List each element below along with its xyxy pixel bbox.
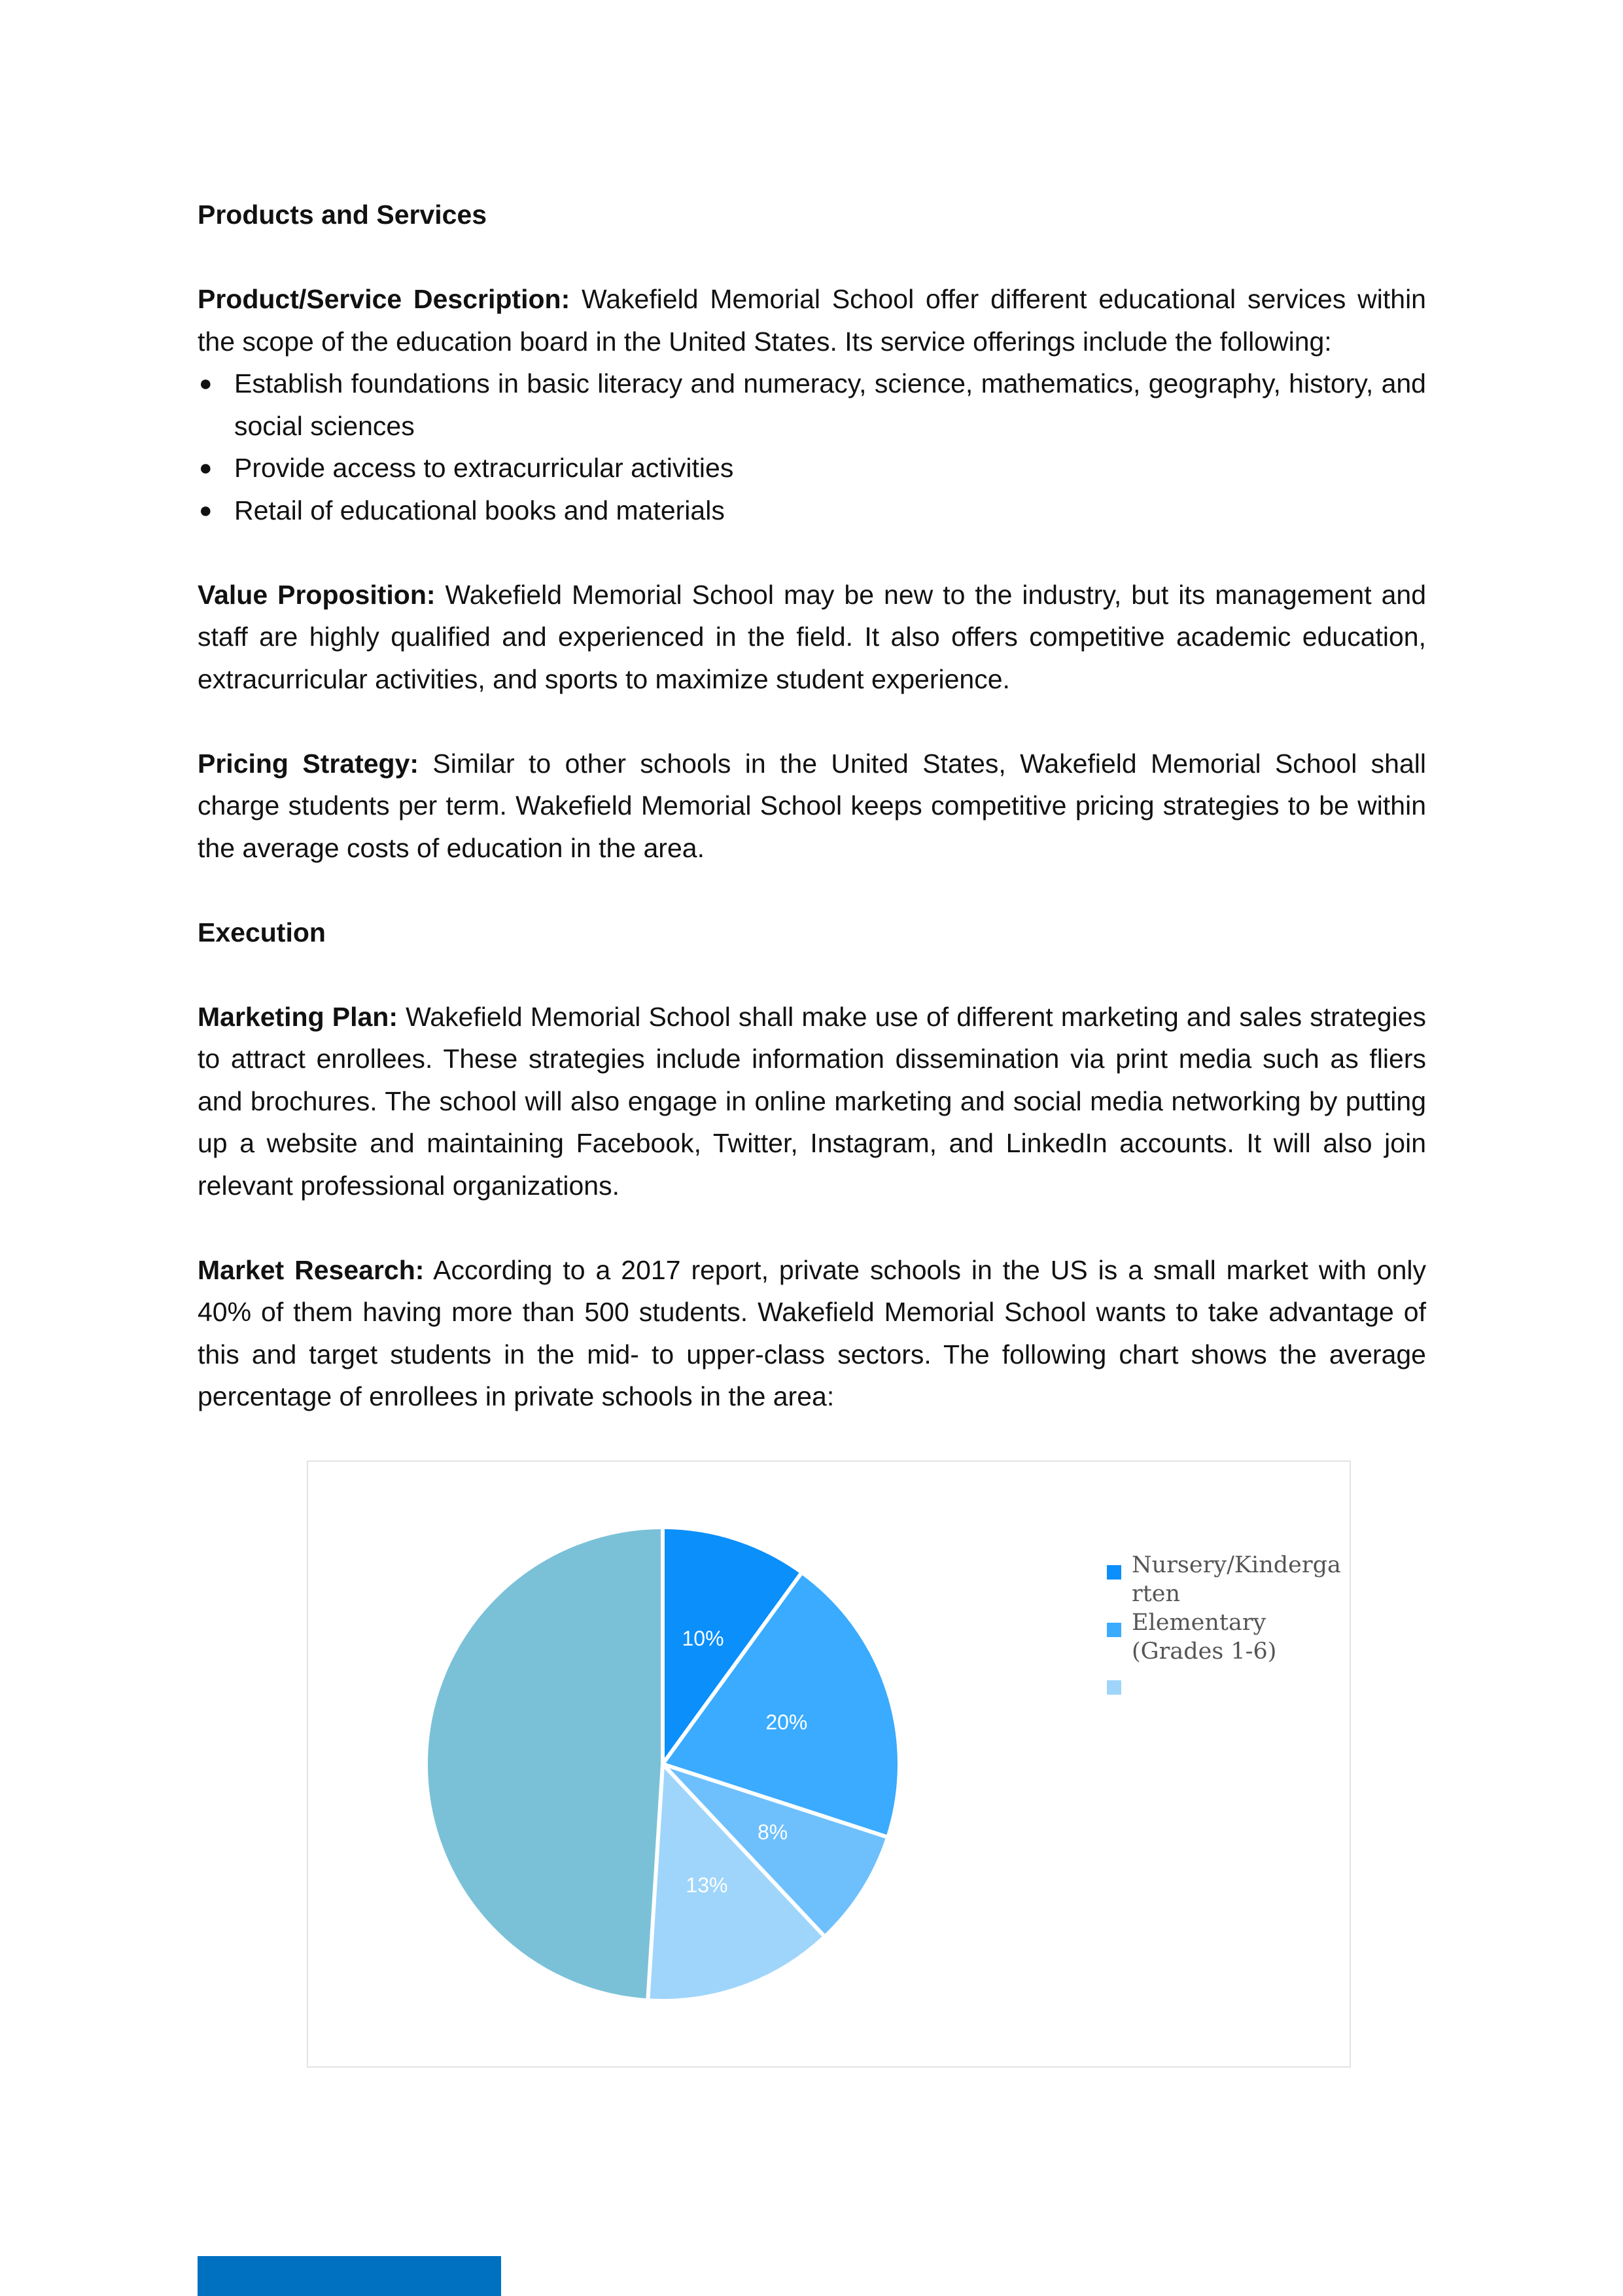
list-item-text: Retail of educational books and materials bbox=[234, 495, 725, 525]
marketing-plan-label: Marketing Plan: bbox=[198, 1001, 398, 1032]
pie-data-label: 10% bbox=[682, 1627, 724, 1651]
pricing-strategy-paragraph bbox=[198, 743, 1426, 870]
legend-label: Nursery/Kinderga rten bbox=[1132, 1552, 1341, 1607]
pie-data-label: 8% bbox=[757, 1820, 788, 1845]
legend-swatch bbox=[1107, 1623, 1121, 1637]
value-proposition-text: Wakefield Memorial School may be new to the industry, but its management and staff are highly qualified and experienced in the field. It also offers competitive academic education, extracurricular activities, and sports to maximize student experience. bbox=[198, 579, 1426, 694]
list-item bbox=[198, 362, 1426, 447]
enrollment-pie-chart bbox=[307, 1460, 1351, 2068]
body-text bbox=[198, 194, 1426, 1418]
legend-swatch bbox=[1107, 1680, 1121, 1695]
legend-swatch bbox=[1107, 1565, 1121, 1580]
market-research-label: Market Research: bbox=[198, 1254, 425, 1285]
list-item-text: Establish foundations in basic literacy and numeracy, science, mathematics, geography, history, and social sciences bbox=[234, 368, 1426, 441]
section-heading: Products and Services bbox=[198, 200, 487, 230]
pie-data-label: 20% bbox=[765, 1710, 808, 1734]
pie-data-label: 13% bbox=[686, 1873, 728, 1897]
product-description-text: Wakefield Memorial School offer different educational services within the scope of the education board in the United States. Its service offerings include the following: bbox=[198, 284, 1426, 357]
legend-label: Elementary (Grades 1-6) bbox=[1132, 1610, 1277, 1665]
pricing-strategy-text: Similar to other schools in the United States, Wakefield Memorial School shall charge students per term. Wakefield Memorial School keeps competitive pricing strategies to be within the average costs of education in the area. bbox=[198, 748, 1426, 863]
execution-heading: Execution bbox=[198, 917, 326, 947]
market-research-text: According to a 2017 report, private schools in the US is a small market with only 40% of them having more than 500 students. Wakefield Memorial School wants to take advantage of this and target students in the mid- to upper-class sectors. The following chart shows the average percentage of enrollees in private schools in the area: bbox=[198, 1254, 1426, 1411]
bullet-icon: ● bbox=[199, 497, 213, 523]
product-description-label: Product/Service Description: bbox=[198, 284, 570, 314]
chart-legend bbox=[1107, 1551, 1341, 1695]
service-list bbox=[198, 362, 1426, 531]
legend-item bbox=[1107, 1608, 1329, 1666]
list-item bbox=[198, 489, 1426, 532]
legend-item bbox=[1107, 1551, 1341, 1608]
list-item bbox=[198, 447, 1426, 489]
value-proposition-label: Value Proposition: bbox=[198, 579, 436, 610]
value-proposition-paragraph bbox=[198, 574, 1426, 701]
pricing-strategy-label: Pricing Strategy: bbox=[198, 748, 419, 779]
product-description-paragraph bbox=[198, 278, 1426, 362]
marketing-plan-text: Wakefield Memorial School shall make use of different marketing and sales strategies to attract enrollees. These strategies include information dissemination via print media such as fliers and brochures. The school will also engage in online marketing and social media networking by putting up a website and maintaining Facebook, Twitter, Instagram, and LinkedIn accounts. It will also join relevant professional organizations. bbox=[198, 1001, 1427, 1201]
list-item-text: Provide access to extracurricular activities bbox=[234, 453, 734, 483]
bullet-icon: ● bbox=[199, 371, 213, 396]
market-research-paragraph bbox=[198, 1249, 1426, 1418]
legend-item bbox=[1107, 1666, 1329, 1695]
marketing-plan-paragraph bbox=[198, 996, 1426, 1207]
pie-slice bbox=[426, 1527, 663, 2000]
footer-accent-bar bbox=[198, 2256, 501, 2296]
bullet-icon: ● bbox=[199, 455, 213, 480]
